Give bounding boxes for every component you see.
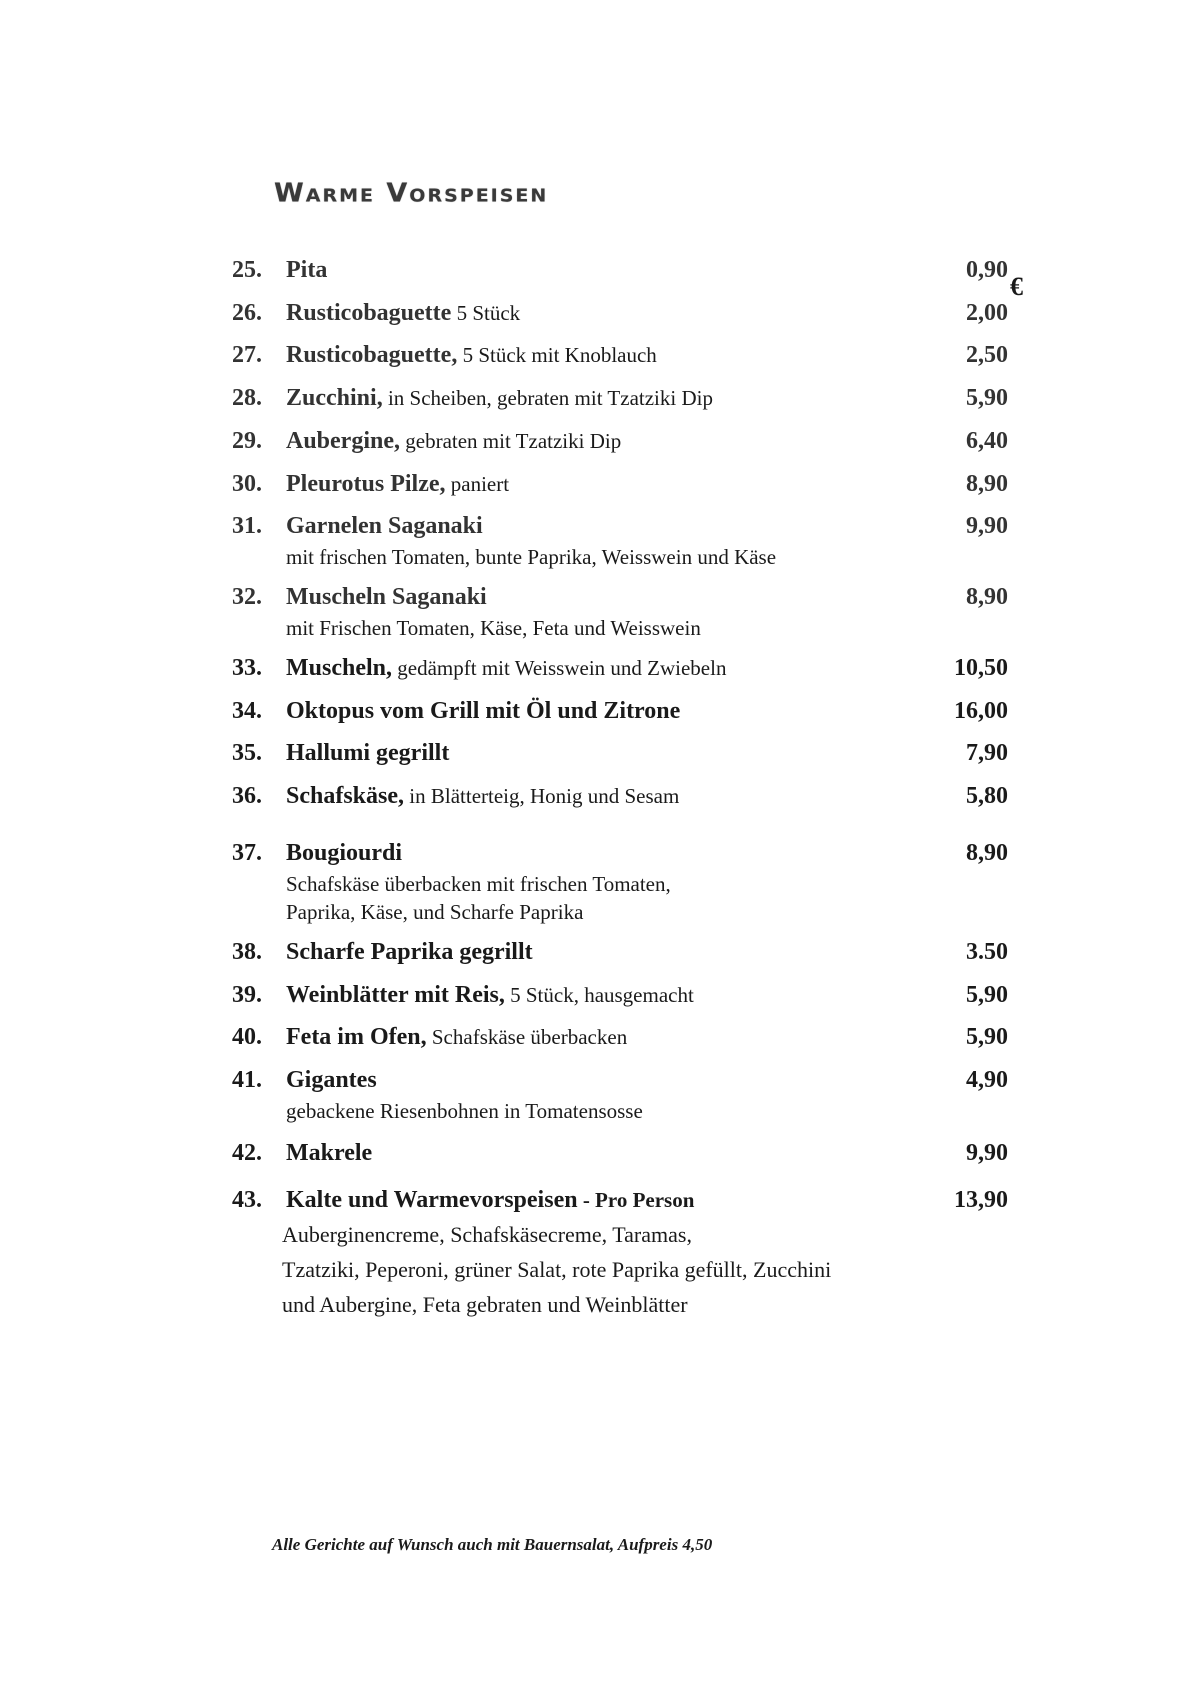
item-name: Rusticobaguette,: [286, 342, 458, 368]
menu-item: [232, 978, 1008, 1012]
item-number: 30.: [232, 471, 262, 497]
item-number: 33.: [232, 655, 262, 681]
item-price: 5,90: [966, 385, 1008, 411]
item-description: und Aubergine, Feta gebraten und Weinblätter: [282, 1292, 688, 1317]
item-price: 8,90: [966, 471, 1008, 497]
item-price: 13,90: [954, 1187, 1008, 1213]
menu-item: [232, 467, 1008, 501]
item-detail: 5 Stück: [451, 301, 521, 325]
item-name-line: [286, 694, 680, 728]
menu-item-row: [232, 779, 1008, 813]
item-detail: in Blätterteig, Honig und Sesam: [404, 784, 680, 808]
item-detail: 5 Stück mit Knoblauch: [457, 343, 657, 367]
item-name: Scharfe Paprika gegrillt: [286, 939, 533, 965]
item-description: mit Frischen Tomaten, Käse, Feta und Weisswein: [286, 616, 701, 640]
item-price: 4,90: [966, 1067, 1008, 1093]
item-price: 2,50: [966, 342, 1008, 368]
item-detail: paniert: [445, 472, 510, 496]
item-price: 0,90: [966, 257, 1008, 283]
currency-symbol: €: [1010, 272, 1023, 301]
item-number: 26.: [232, 300, 262, 326]
item-name-line: [286, 580, 487, 614]
item-name-line: [286, 651, 726, 685]
item-price: 8,90: [966, 840, 1008, 866]
menu-item: [232, 694, 1008, 728]
item-name: Weinblätter mit Reis,: [286, 982, 505, 1008]
item-price: 8,90: [966, 584, 1008, 610]
item-number: 31.: [232, 513, 262, 539]
item-description: Paprika, Käse, und Scharfe Paprika: [286, 900, 584, 924]
menu-item-row: [232, 1020, 1008, 1054]
menu-item-row: [232, 935, 1008, 969]
menu-item-row: [232, 296, 1008, 330]
item-detail: 5 Stück, hausgemacht: [504, 983, 694, 1007]
menu-item: [232, 338, 1008, 372]
item-number: 32.: [232, 584, 262, 610]
item-name: Zucchini,: [286, 385, 383, 411]
item-name-line: [286, 1136, 372, 1170]
item-name-line: [286, 509, 483, 543]
menu-item-row: [232, 253, 1008, 287]
menu-item: [232, 509, 1008, 571]
item-detail: Schafskäse überbacken: [426, 1025, 628, 1049]
item-number: 41.: [232, 1067, 262, 1093]
item-number: 38.: [232, 939, 262, 965]
item-name: Kalte und Warmevorspeisen: [286, 1187, 578, 1213]
item-number: 37.: [232, 840, 262, 866]
item-name: Muscheln,: [286, 655, 393, 681]
item-number: 27.: [232, 342, 262, 368]
item-price: 9,90: [966, 513, 1008, 539]
item-description: mit frischen Tomaten, bunte Paprika, Weisswein und Käse: [286, 545, 777, 569]
item-name: Bougiourdi: [286, 840, 403, 866]
item-price: 2,00: [966, 300, 1008, 326]
item-name-line: [286, 253, 327, 287]
item-name: Garnelen Saganaki: [286, 513, 483, 539]
menu-item-row: [232, 580, 1008, 614]
item-name-line: [286, 836, 402, 870]
menu-item: [232, 424, 1008, 458]
menu-item: [232, 1063, 1008, 1125]
menu-item-row: [232, 381, 1008, 415]
menu-item: [232, 381, 1008, 415]
menu-item: [232, 836, 1008, 926]
item-detail: gedämpft mit Weisswein und Zwiebeln: [392, 656, 727, 680]
menu-item: [232, 296, 1008, 330]
item-price: 3.50: [966, 939, 1008, 965]
item-number: 40.: [232, 1024, 262, 1050]
footnote: Alle Gerichte auf Wunsch auch mit Bauernsalat, Aufpreis 4,50: [272, 1535, 713, 1554]
menu-item-row: [232, 338, 1008, 372]
item-number: 42.: [232, 1140, 262, 1166]
item-name-line: [286, 1183, 694, 1217]
item-description: Schafskäse überbacken mit frischen Tomaten,: [286, 872, 671, 896]
item-name-line: [286, 736, 449, 770]
item-name-line: [286, 779, 679, 813]
item-price: 6,40: [966, 428, 1008, 454]
item-name: Oktopus vom Grill mit Öl und Zitrone: [286, 698, 681, 724]
menu-item-row: [232, 509, 1008, 543]
menu-item: [232, 779, 1008, 813]
menu-item-row: [232, 651, 1008, 685]
item-price: 9,90: [966, 1140, 1008, 1166]
item-name: Pita: [286, 257, 328, 283]
item-name-line: [286, 424, 621, 458]
menu-item-row: [232, 836, 1008, 870]
item-number: 43.: [232, 1187, 262, 1213]
item-number: 35.: [232, 740, 262, 766]
item-number: 34.: [232, 698, 262, 724]
item-name: Feta im Ofen,: [286, 1024, 427, 1050]
menu-item: [232, 253, 1008, 287]
section-title: Warme Vorspeisen: [274, 178, 549, 209]
item-name: Rusticobaguette: [286, 300, 452, 326]
item-price: 5,80: [966, 783, 1008, 809]
item-name: Muscheln Saganaki: [286, 584, 487, 610]
menu-item: [232, 935, 1008, 969]
item-number: 29.: [232, 428, 262, 454]
menu-item-row: [232, 736, 1008, 770]
item-description: Auberginencreme, Schafskäsecreme, Taramas,: [282, 1222, 692, 1247]
menu-item: [232, 651, 1008, 685]
menu-item: [232, 736, 1008, 770]
item-name: Hallumi gegrillt: [286, 740, 450, 766]
menu-item: [232, 580, 1008, 642]
item-detail: gebraten mit Tzatziki Dip: [400, 429, 622, 453]
item-number: 25.: [232, 257, 262, 283]
menu-item: [232, 1020, 1008, 1054]
item-detail: in Scheiben, gebraten mit Tzatziki Dip: [382, 386, 713, 410]
menu-item-row: [232, 1136, 1008, 1170]
item-name-line: [286, 338, 657, 372]
item-per-person: - Pro Person: [577, 1188, 695, 1212]
item-name-line: [286, 1020, 627, 1054]
item-number: 36.: [232, 783, 262, 809]
item-name-line: [286, 296, 520, 330]
item-name: Schafskäse,: [286, 783, 405, 809]
item-name-line: [286, 467, 509, 501]
menu-item: [232, 1183, 1008, 1322]
item-name-line: [286, 978, 694, 1012]
menu-item-row: [232, 694, 1008, 728]
item-price: 7,90: [966, 740, 1008, 766]
menu-item-row: [232, 467, 1008, 501]
menu-item-row: [232, 424, 1008, 458]
menu-item-row: [232, 978, 1008, 1012]
menu-item-row: [232, 1063, 1008, 1097]
item-description: Tzatziki, Peperoni, grüner Salat, rote Paprika gefüllt, Zucchini: [282, 1257, 832, 1282]
item-price: 5,90: [966, 1024, 1008, 1050]
item-number: 39.: [232, 982, 262, 1008]
item-name: Pleurotus Pilze,: [286, 471, 446, 497]
item-name-line: [286, 935, 533, 969]
item-name-line: [286, 1063, 377, 1097]
item-description: gebackene Riesenbohnen in Tomatensosse: [286, 1099, 643, 1123]
item-name: Aubergine,: [286, 428, 400, 454]
item-number: 28.: [232, 385, 262, 411]
item-name: Gigantes: [286, 1067, 377, 1093]
item-name: Makrele: [286, 1140, 373, 1166]
item-price: 10,50: [954, 655, 1008, 681]
menu-item: [232, 1136, 1008, 1170]
menu-item-row: [232, 1183, 1008, 1217]
item-name-line: [286, 381, 713, 415]
item-price: 5,90: [966, 982, 1008, 1008]
item-price: 16,00: [954, 698, 1008, 724]
